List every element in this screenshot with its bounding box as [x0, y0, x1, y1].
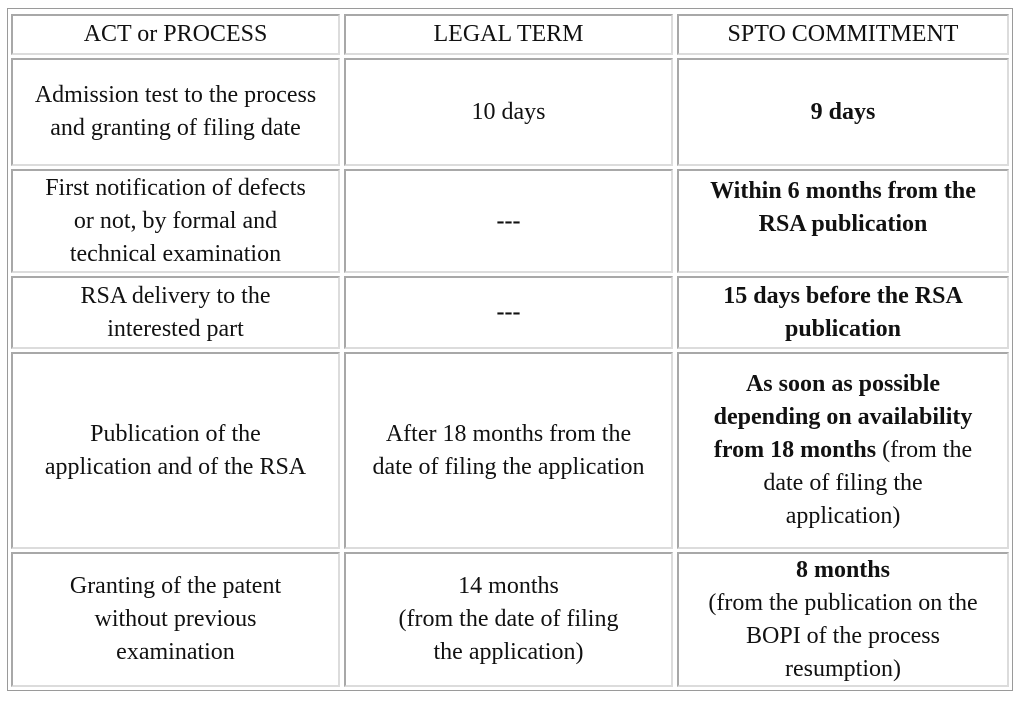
commitment-bold-text: 8 months	[795, 556, 890, 583]
act-text: Granting of the patent without previous examination	[69, 573, 282, 665]
commitment-rest-text: (from the publication on the BOPI of the process resumption)	[708, 589, 978, 682]
header-spto-commitment	[677, 14, 1009, 55]
header-legal-term	[344, 14, 673, 55]
commitment-rest-text: (from the date of filing the application)	[763, 437, 973, 529]
act-cell	[11, 276, 340, 349]
header-label: ACT or PROCESS	[83, 21, 268, 47]
patent-terms-table	[7, 8, 1013, 691]
commitment-cell	[677, 58, 1009, 166]
header-label: SPTO COMMITMENT	[727, 21, 959, 47]
commitment-cell	[677, 352, 1009, 549]
act-text: First notification of defects or not, by formal and technical examination	[45, 174, 306, 267]
commitment-cell	[677, 276, 1009, 349]
commitment-bold-text: 9 days	[810, 98, 876, 125]
act-cell	[11, 552, 340, 687]
commitment-cell	[677, 552, 1009, 687]
legal-term-text: After 18 months from the date of filing the application	[372, 420, 645, 480]
legal-term-cell	[344, 169, 673, 273]
legal-term-text: ---	[496, 299, 521, 325]
legal-term-text: ---	[496, 207, 521, 234]
header-act-or-process	[11, 14, 340, 55]
commitment-bold-text: Within 6 months from the RSA publication	[710, 178, 976, 237]
act-text: Admission test to the process and granting of filing date	[34, 82, 317, 141]
commitment-bold-text: 15 days before the RSA publication	[723, 282, 963, 342]
act-cell	[11, 352, 340, 549]
commitment-bold-text: As soon as possible depending on availability from 18 months	[713, 371, 973, 463]
legal-term-text: 14 months (from the date of filing the application)	[398, 573, 619, 665]
act-cell	[11, 169, 340, 273]
legal-term-cell	[344, 352, 673, 549]
legal-term-text: 10 days	[471, 98, 546, 125]
legal-term-cell	[344, 552, 673, 687]
act-cell	[11, 58, 340, 166]
commitment-cell	[677, 169, 1009, 273]
act-text: Publication of the application and of the RSA	[44, 420, 307, 480]
act-text: RSA delivery to the interested part	[80, 282, 271, 342]
legal-term-cell	[344, 58, 673, 166]
header-label: LEGAL TERM	[433, 21, 584, 47]
legal-term-cell	[344, 276, 673, 349]
